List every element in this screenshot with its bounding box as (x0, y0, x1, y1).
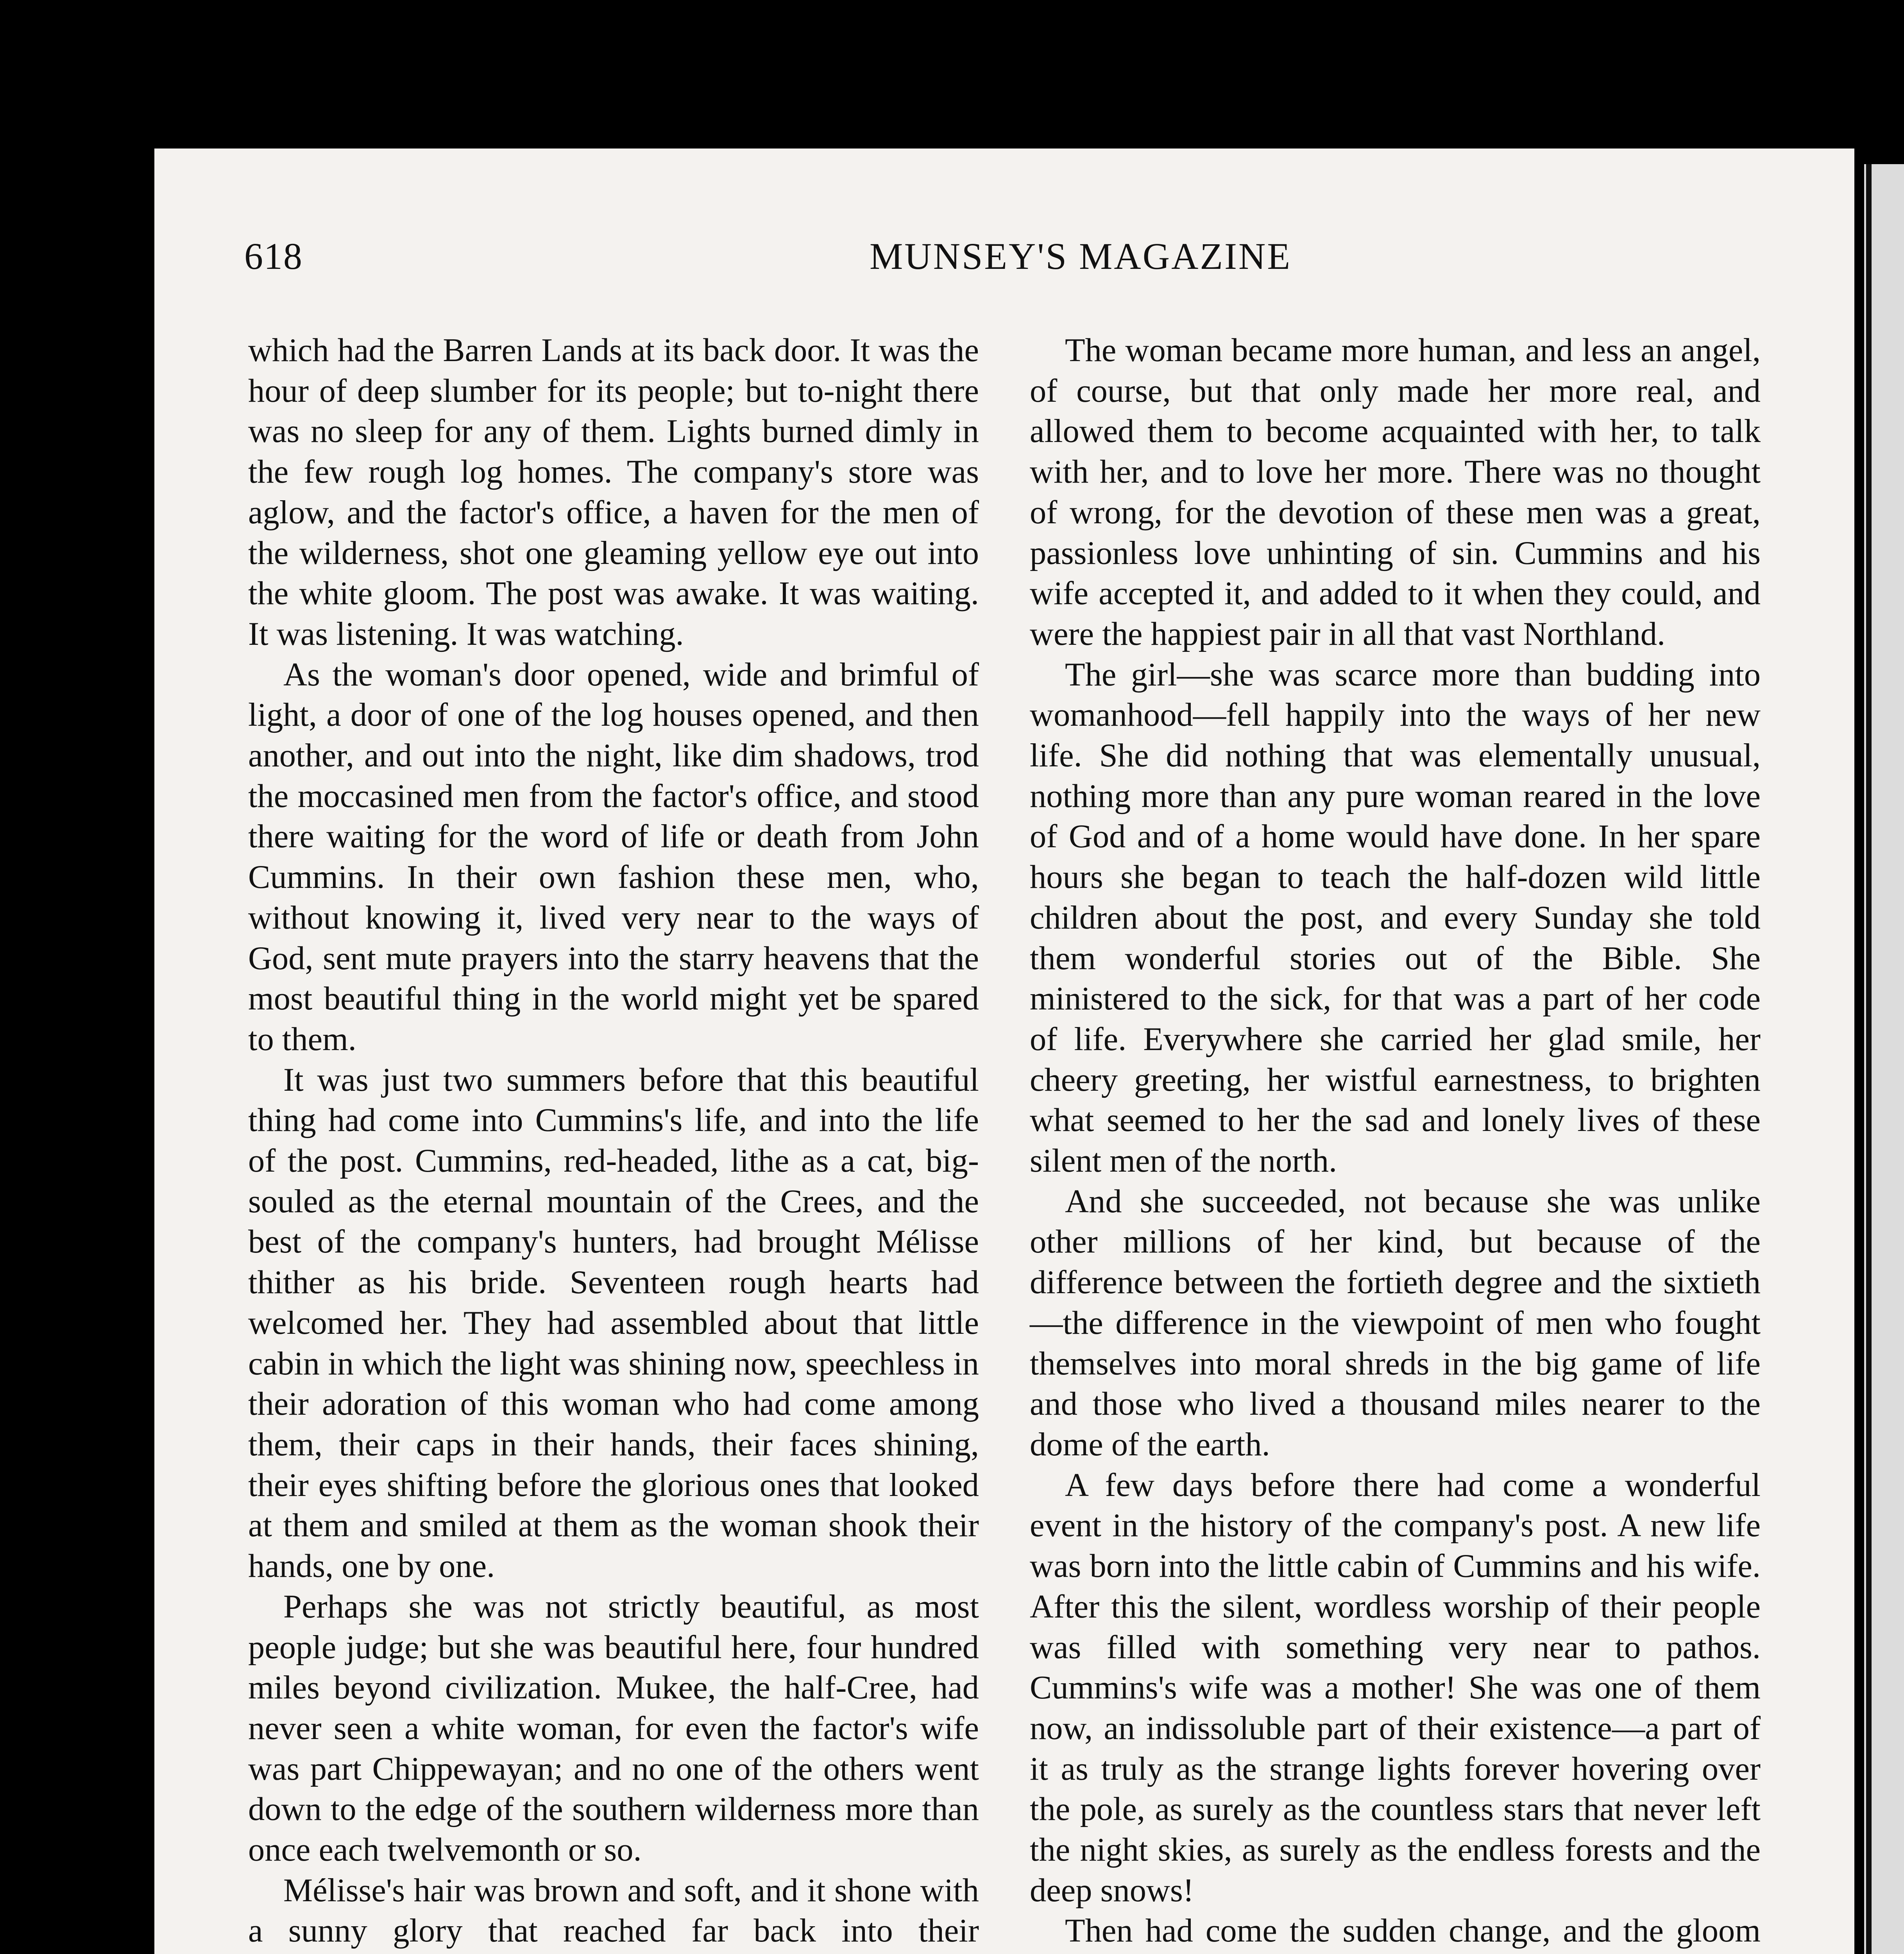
running-title: MUNSEY'S MAGAZINE (870, 235, 1292, 277)
paragraph: Then had come the sudden change, and the gloom (1065, 1913, 1761, 1949)
right-column (1030, 330, 1761, 1954)
paragraph: The girl—she was scarce more than budding into womanhood—fell happily into the ways of her new life. She did nothing that was elementally unusual, nothing more than any pure woman reared in the love of God and of a home would have done. In her spare hours she began to teach the half-dozen wild little children about the post, and every Sunday she told them wonderful stories out of the Bible. She ministered to the sick, for that was a part of her code of life. Everywhere she carried her glad smile, her cheery greeting, her wistful earnestness, to brighten what seemed to her the sad and lonely lives of these silent men of the north. (1030, 656, 1761, 1179)
paragraph: Perhaps she was not strictly beautiful, as most people judge; but she was beautiful here, four hundred miles beyond civilization. Mukee, the half-Cree, had never seen a white woman, for even the factor's wife was part Chippewayan; and no one of the others went down to the edge of the southern wilderness more than once each twelvemonth or so. (248, 1588, 979, 1868)
paragraph: The woman became more human, and less an angel, of course, but that only made her more real, and allowed them to become acquainted with her, to talk with her, and to love her more. There was no thought of wrong, for the devotion of these men was a great, passionless love unhinting of sin. Cummins and his wife accepted it, and added to it when they could, and were the happiest pair in all that vast Northland. (1030, 332, 1761, 652)
page-header (244, 234, 1339, 289)
paragraph: A few days before there had come a wonderful event in the history of the company's post. A new life was born into the little cabin of Cummins and his wife. After this the silent, wordless worship of their people was filled with something very near to pathos. Cummins's wife was a mother! She was one of them now, an indissoluble part of their existence—a part of it as truly as the strange lights forever hovering over the pole, as surely as the countless stars that never left the night skies, as surely as the endless forests and the deep snows! (1030, 1467, 1761, 1909)
paragraph: As the woman's door opened, wide and brimful of light, a door of one of the log houses opened, and then another, and out into the night, like dim shadows, trod the moccasined men from the factor's office, and stood there waiting for the word of life or death from John Cummins. In their own fashion these men, who, without knowing it, lived very near to the ways of God, sent mute prayers into the starry heavens that the most beautiful thing in the world might yet be spared to them. (248, 656, 979, 1058)
left-column (248, 330, 979, 1954)
paragraph: which had the Barren Lands at its back door. It was the hour of deep slumber for its people; but to-night there was no sleep for any of them. Lights burned dimly in the few rough log homes. The company's store was aglow, and the factor's office, a haven for the men of the wilderness, shot one gleaming yellow eye out into the white gloom. The post was awake. It was waiting. It was listening. It was watching. (248, 332, 979, 652)
paragraph: And she succeeded, not because she was unlike other millions of her kind, but because of the difference between the fortieth degree and the sixtieth—the difference in the viewpoint of men who fought themselves into moral shreds in the big game of life and those who lived a thousand miles nearer to the dome of the earth. (1030, 1183, 1761, 1463)
magazine-page (154, 149, 1854, 1954)
paragraph: It was just two summers before that this beautiful thing had come into Cummins's life, and into the life of the post. Cummins, red-headed, lithe as a cat, big-souled as the eternal mountain of the Crees, and the best of the company's hunters, had brought Mélisse thither as his bride. Seventeen rough hearts had welcomed her. They had assembled about that little cabin in which the light was shining now, speechless in their adoration of this woman who had come among them, their caps in their hands, their faces shining, their eyes shifting before the glorious ones that looked at them and smiled at them as the woman shook their hands, one by one. (248, 1061, 979, 1585)
paragraph: Mélisse's hair was brown and soft, and it shone with a sunny glory that reached far back into their (248, 1872, 979, 1949)
page-gutter-line (1866, 164, 1872, 1954)
page-number: 618 (244, 235, 303, 277)
